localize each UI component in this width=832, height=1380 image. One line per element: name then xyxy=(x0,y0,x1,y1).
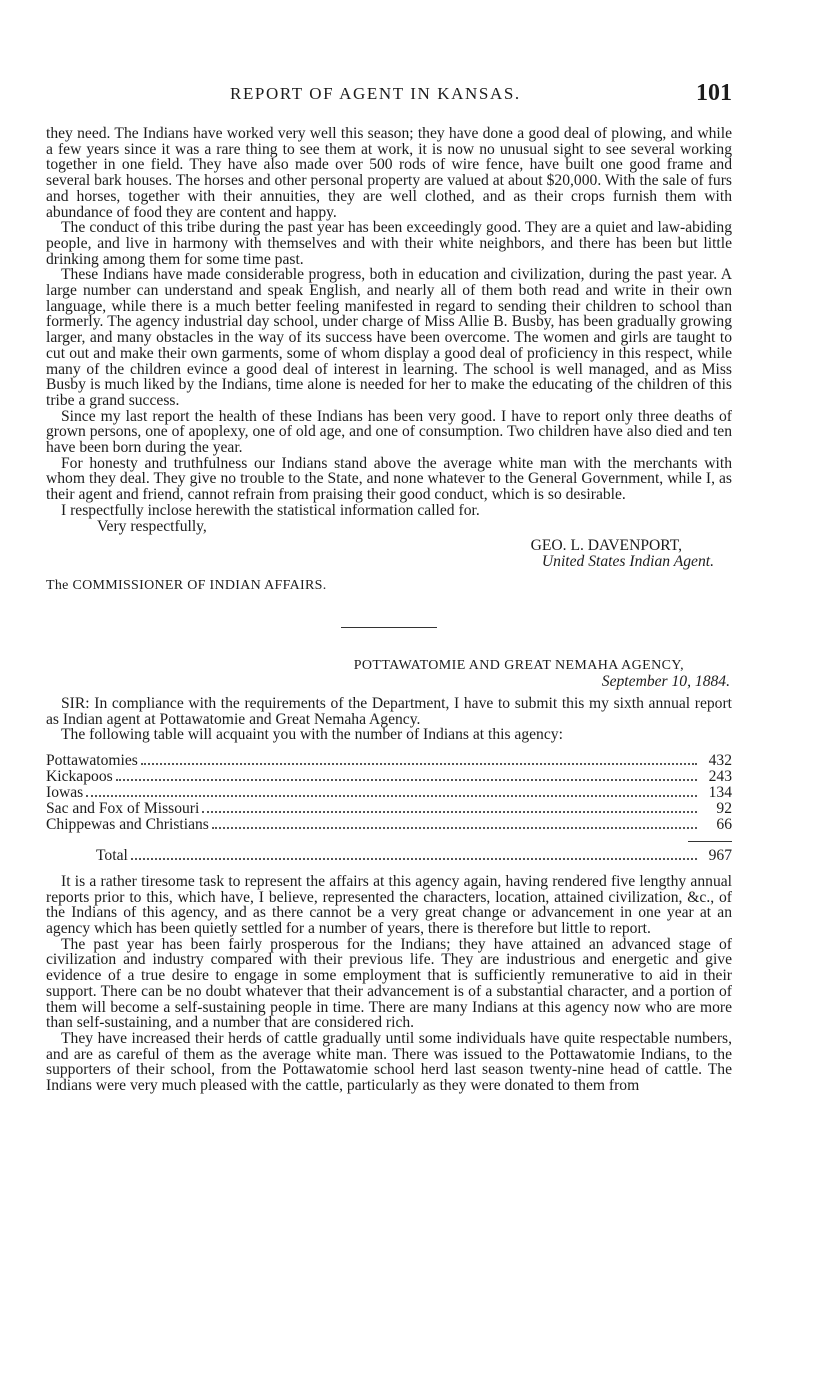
tribe-name: Pottawatomies xyxy=(46,751,138,769)
total-count: 967 xyxy=(708,846,732,864)
addressee: The COMMISSIONER OF INDIAN AFFAIRS. xyxy=(46,577,327,593)
dot-leader xyxy=(116,779,697,781)
dot-leader xyxy=(141,763,697,765)
tribe-count: 243 xyxy=(708,767,732,785)
page-header xyxy=(46,80,732,112)
table-total-row xyxy=(46,848,732,864)
paragraph: It is a rather tiresome task to represent the affairs at this agency again, having rendered five lengthy annual reports prior to this, which have, I believe, represented the characters, location, attained civilization, &c., of the Indians of this agency, and as there cannot be a very great change or advancement in one year at an agency which has been quietly settled for a number of years, there is therefore but little to report. xyxy=(46,872,732,938)
paragraph: The conduct of this tribe during the past year has been exceedingly good. They are a quiet and law-abiding people, and live in harmony with themselves and with their white neighbors, and there has been but little drinking among them for some time past. xyxy=(46,219,732,268)
paragraph: SIR: In compliance with the requirements of the Department, I have to submit this my sixth annual report as Indian agent at Pottawatomie and Great Nemaha Agency. xyxy=(46,694,732,728)
tribe-name: Chippewas and Christians xyxy=(46,815,209,833)
dot-leader xyxy=(212,827,697,829)
dot-leader xyxy=(131,858,697,860)
paragraph: The past year has been fairly prosperous for the Indians; they have attained an advanced stage of civilization and industry compared with their previous life. They are industrious and energetic and give evidence of a true desire to engage in some employment that is sufficiently remunerative to aid in their support. There can be no doubt whatever that their advancement is of a substantial character, and a portion of them will become a self-sustaining people in time. There are many Indians at this agency now who are more than self-sustaining, and a number that are considered rich. xyxy=(46,935,732,1032)
dot-leader xyxy=(202,811,697,813)
paragraph: The following table will acquaint you with the number of Indians at this agency: xyxy=(61,726,563,744)
paragraph: they need. The Indians have worked very well this season; they have done a good deal of plowing, and while a few years since it was a rare thing to see them at work, it is now no unusual sight to see several working together in one field. They have also made over 500 rods of wire fence, have built one good frame and several bark houses. The horses and other personal property are valued at about $20,000. With the sale of furs and horses, together with their annuities, they are well clothed, and as their crops furnish them with abundance of food they are content and happy. xyxy=(46,125,732,221)
page-body xyxy=(46,126,732,1094)
tribe-count: 66 xyxy=(716,815,732,833)
paragraph: They have increased their herds of cattle gradually until some individuals have quite respectable numbers, and are as careful of them as the average white man. There was issued to the Pottawatomie Indians, to the supporters of their school, from the Pottawatomie school herd last season twenty-nine head of cattle. The Indians were very much pleased with the cattle, particularly as they were donated to them from xyxy=(46,1029,732,1095)
paragraph: Since my last report the health of these Indians has been very good. I have to report only three deaths of grown persons, one of apoplexy, one of old age, and one of consumption. Two children have also died and ten have been born during the year. xyxy=(46,407,732,457)
total-label: Total xyxy=(96,846,128,864)
section-divider xyxy=(341,627,437,628)
table-row xyxy=(46,753,732,769)
signature-name: GEO. L. DAVENPORT, xyxy=(530,537,682,555)
tribe-count: 432 xyxy=(708,751,732,769)
closing: Very respectfully, xyxy=(97,517,207,535)
letter-date: September 10, 1884. xyxy=(601,673,730,691)
tribe-name: Kickapoos xyxy=(46,767,113,785)
table-row xyxy=(46,817,732,833)
table-row xyxy=(46,785,732,801)
agency-heading: POTTAWATOMIE AND GREAT NEMAHA AGENCY, xyxy=(353,658,684,674)
table-row xyxy=(46,801,732,817)
tribe-count: 92 xyxy=(716,799,732,817)
tribe-count: 134 xyxy=(708,783,732,801)
sum-rule xyxy=(688,841,732,842)
paragraph: These Indians have made considerable progress, both in education and civilization, during the past year. A large number can understand and speak English, and nearly all of them both read and write in their own language, while there is a much better feeling manifested in regard to sending their children to school than formerly. The agency industrial day school, under charge of Miss Allie B. Busby, has been gradually growing larger, and many obstacles in the way of its success have been overcome. The women and girls are taught to cut out and make their own garments, some of whom display a good deal of proficiency in this respect, while many of the children evince a good deal of interest in learning. The school is well managed, and as Miss Busby is much liked by the Indians, time alone is needed for her to make the educating of the children of this tribe a grand success. xyxy=(46,266,732,409)
paragraph: I respectfully inclose herewith the statistical information called for. xyxy=(61,501,480,519)
tribe-name: Sac and Fox of Missouri xyxy=(46,799,200,817)
paragraph: For honesty and truthfulness our Indians stand above the average white man with the merchants with whom they deal. They give no trouble to the State, and none whatever to the General Government, while I, as their agent and friend, cannot refrain from praising their good conduct, which is so desirable. xyxy=(46,454,732,504)
page-number: 101 xyxy=(696,80,732,106)
tribe-name: Iowas xyxy=(46,783,84,801)
population-table xyxy=(46,753,732,864)
signature-title: United States Indian Agent. xyxy=(541,552,714,570)
dot-leader xyxy=(86,795,697,797)
table-row xyxy=(46,769,732,785)
running-title: REPORT OF AGENT IN KANSAS. xyxy=(230,84,521,103)
